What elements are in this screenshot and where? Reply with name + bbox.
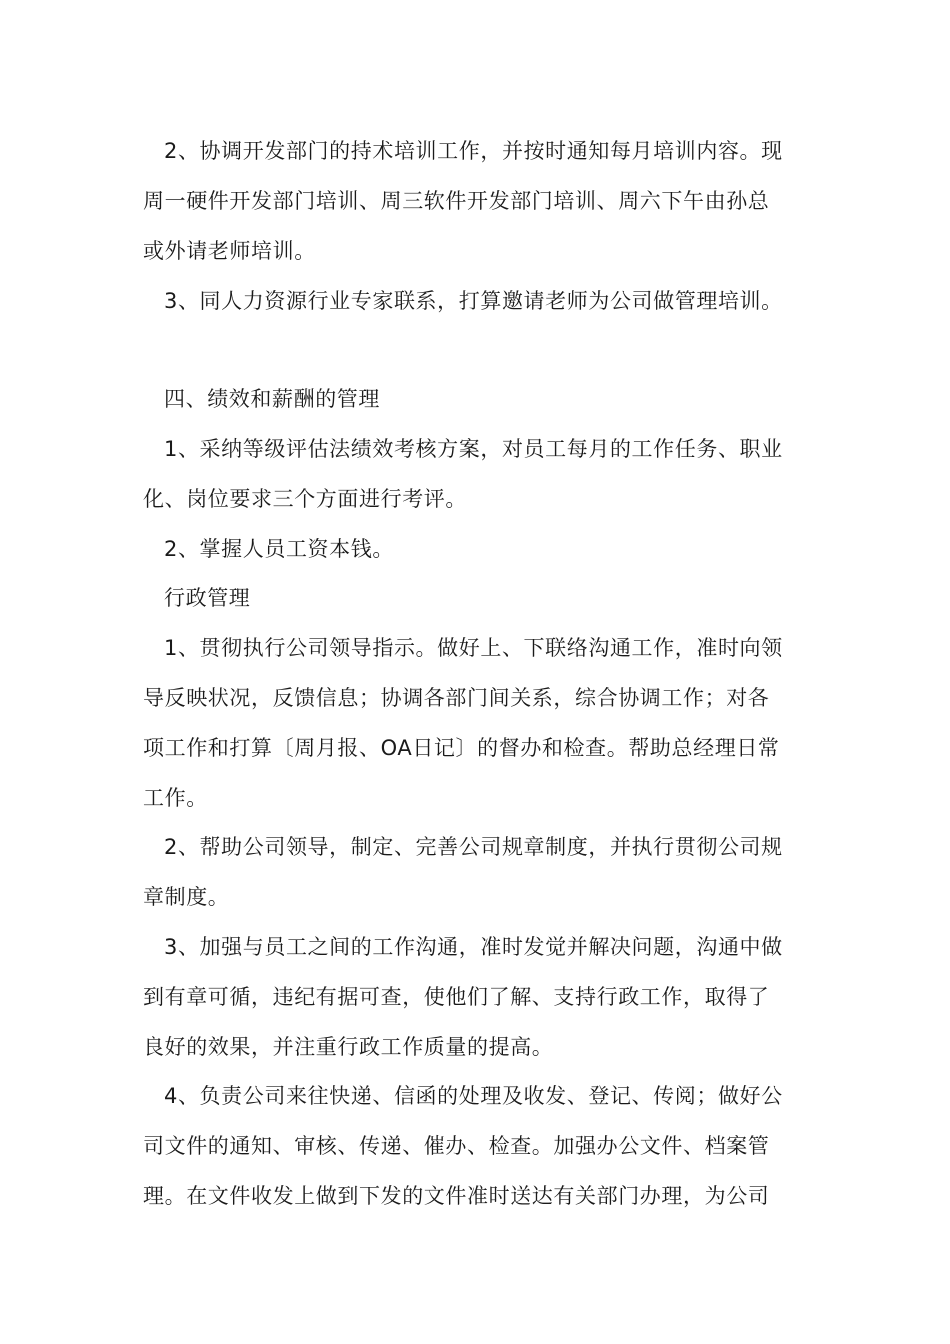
paragraph-line: 化、岗位要求三个方面进行考评。 xyxy=(143,487,467,511)
paragraph-line: 2、掌握人员工资本钱。 xyxy=(164,537,394,561)
paragraph-line: 项工作和打算〔周月报、OA日记〕的督办和检查。帮助总经理日常 xyxy=(143,736,780,760)
paragraph-line: 章制度。 xyxy=(143,885,230,909)
paragraph-line: 2、帮助公司领导，制定、完善公司规章制度，并执行贯彻公司规 xyxy=(164,835,783,859)
paragraph-line: 理。在文件收发上做到下发的文件准时送达有关部门办理，为公司 xyxy=(143,1184,770,1208)
paragraph-line: 1、贯彻执行公司领导指示。做好上、下联络沟通工作，准时向领 xyxy=(164,636,783,660)
paragraph-line: 导反映状况，反馈信息；协调各部门间关系，综合协调工作；对各 xyxy=(143,686,770,710)
paragraph-line: 到有章可循，违纪有据可查，使他们了解、支持行政工作，取得了 xyxy=(143,985,770,1009)
paragraph-line: 1、采纳等级评估法绩效考核方案，对员工每月的工作任务、职业 xyxy=(164,437,783,461)
paragraph-line: 或外请老师培训。 xyxy=(143,239,316,263)
paragraph-line: 周一硬件开发部门培训、周三软件开发部门培训、周六下午由孙总 xyxy=(143,189,770,213)
paragraph-line: 司文件的通知、审核、传递、催办、检查。加强办公文件、档案管 xyxy=(143,1134,770,1158)
paragraph-line: 良好的效果，并注重行政工作质量的提高。 xyxy=(143,1035,554,1059)
section-heading: 四、绩效和薪酬的管理 xyxy=(164,387,380,411)
section-heading: 行政管理 xyxy=(164,586,251,610)
paragraph-line: 2、协调开发部门的持术培训工作，并按时通知每月培训内容。现 xyxy=(164,139,783,163)
paragraph-line: 4、负责公司来往快递、信函的处理及收发、登记、传阅；做好公 xyxy=(164,1084,783,1108)
paragraph-line: 3、同人力资源行业专家联系，打算邀请老师为公司做管理培训。 xyxy=(164,289,783,313)
paragraph-line: 工作。 xyxy=(143,786,208,810)
paragraph-line: 3、加强与员工之间的工作沟通，准时发觉并解决问题，沟通中做 xyxy=(164,935,783,959)
